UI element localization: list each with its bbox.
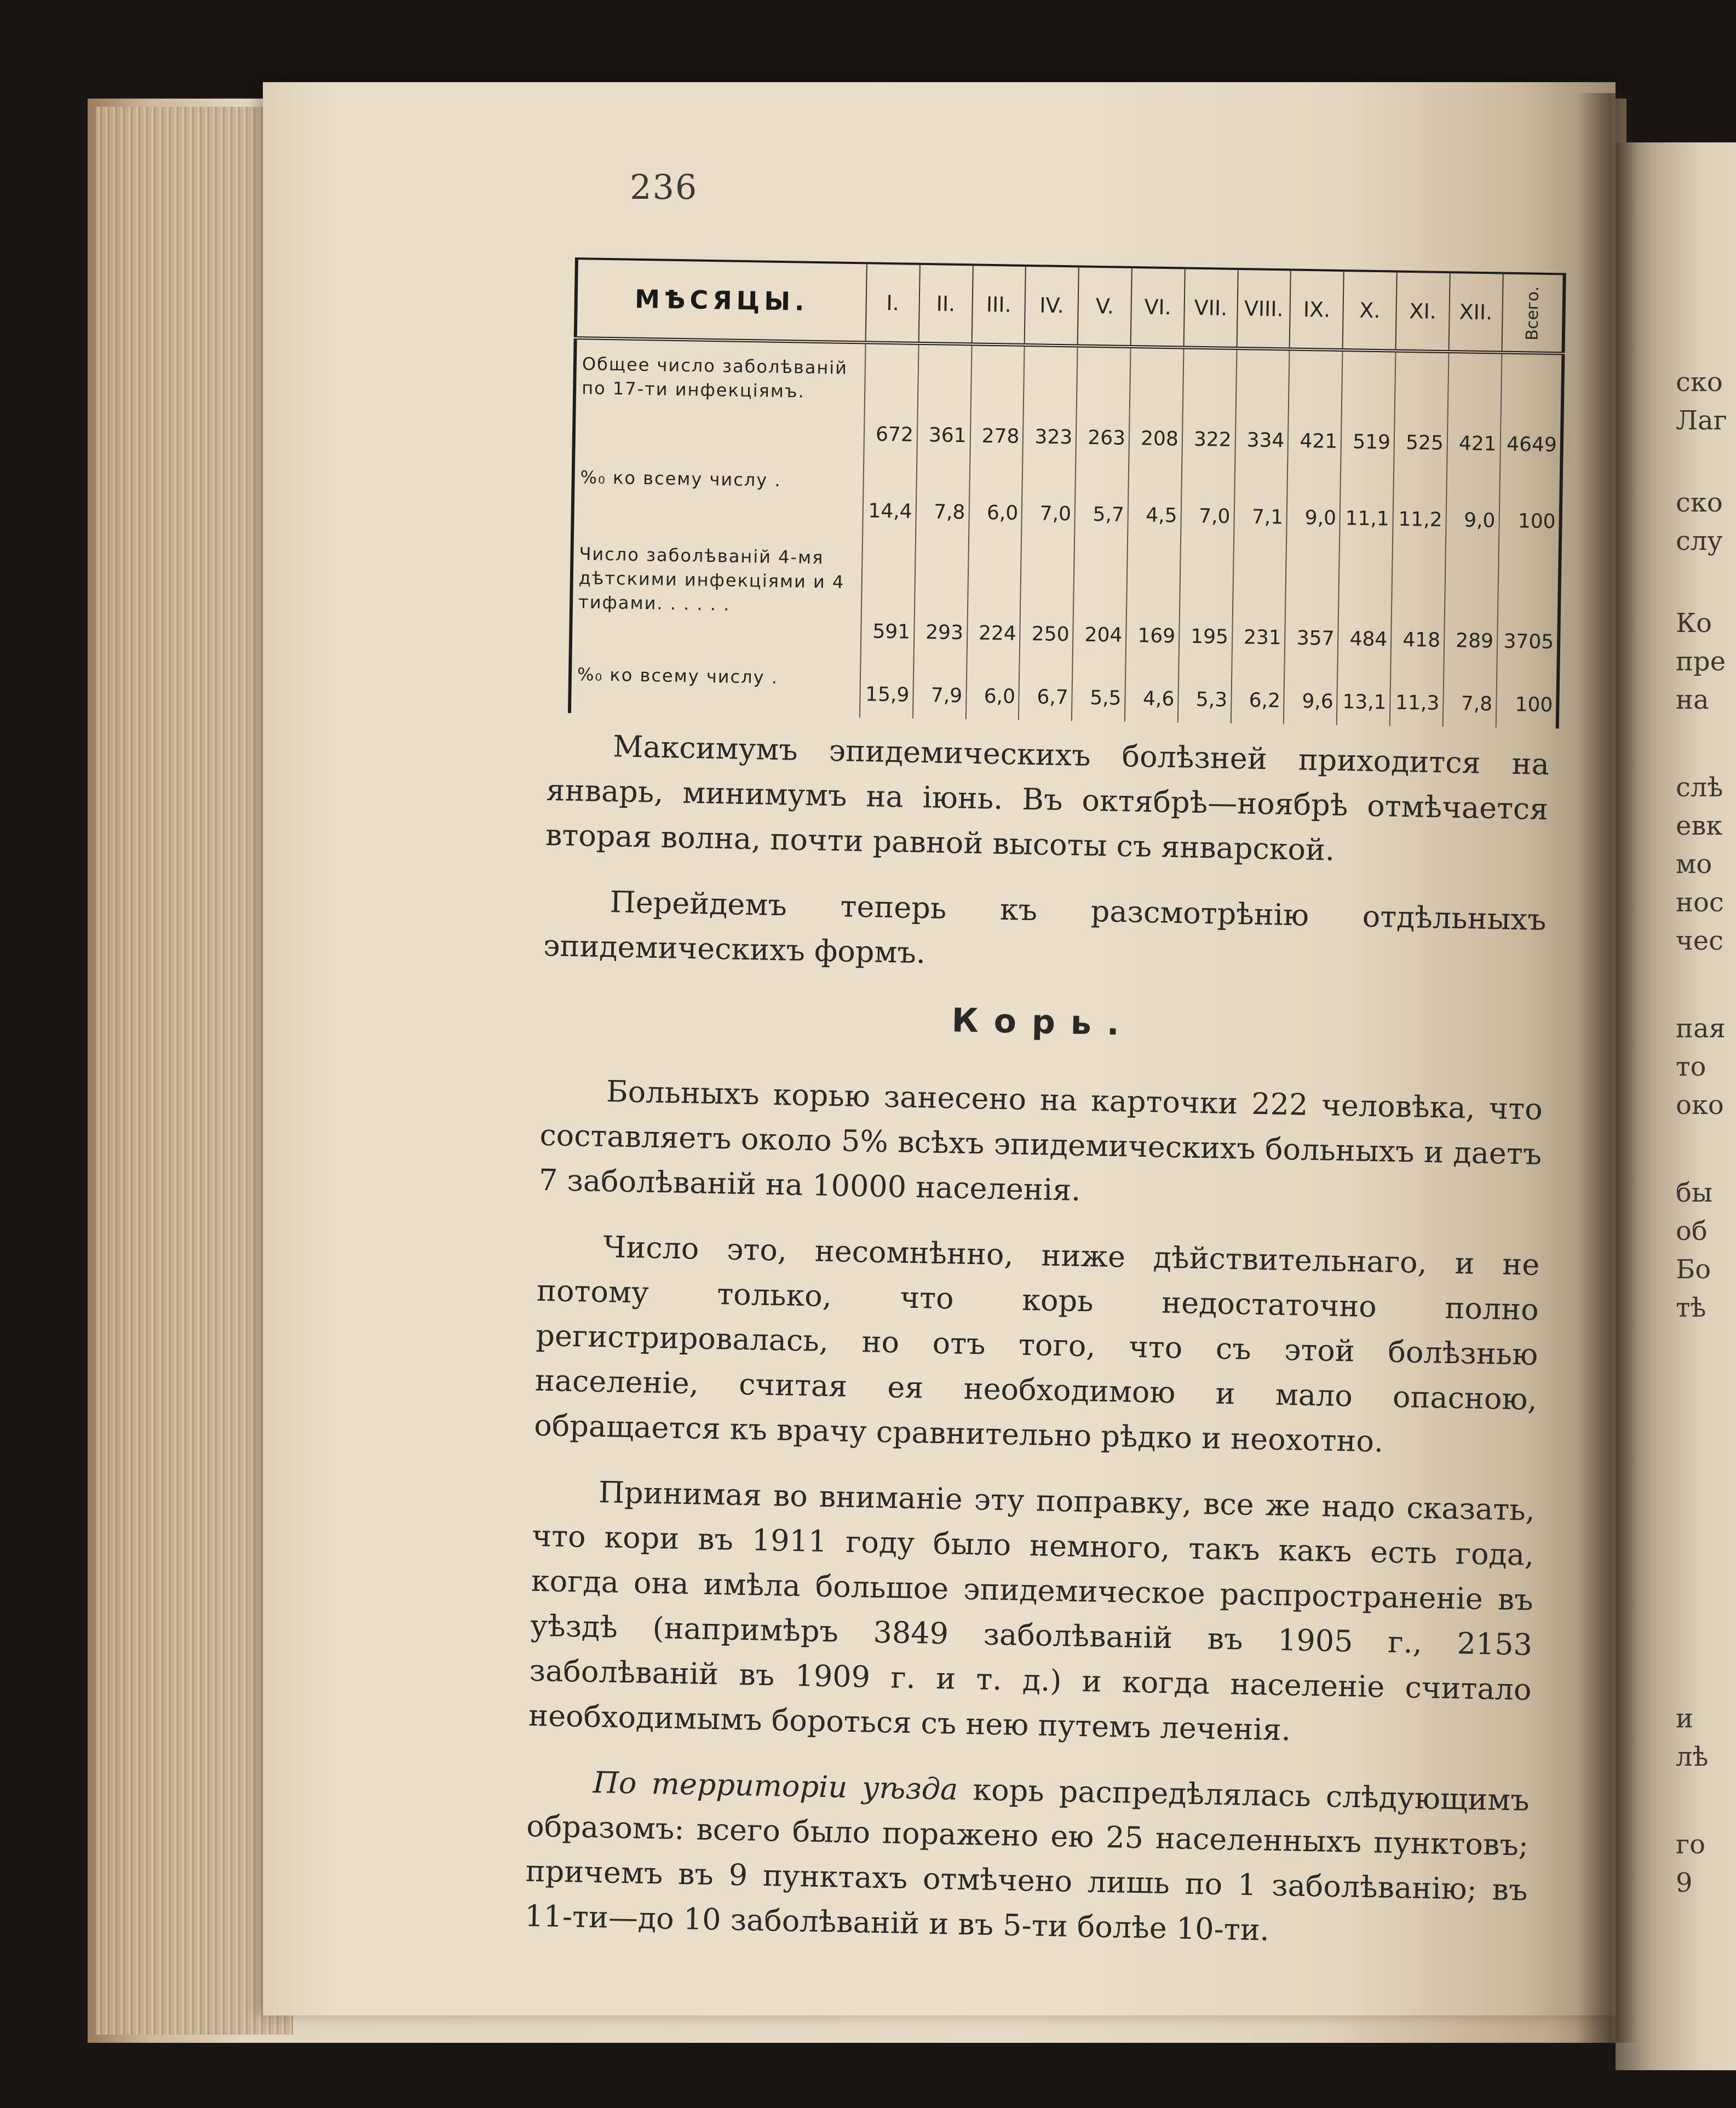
table-cell: 357 [1285,541,1340,662]
table-cell: 13,1 [1337,662,1391,726]
table-header-row [576,259,1565,353]
table-cell: 6,0 [965,656,1020,720]
table-cell: 224 [967,536,1021,657]
facing-fragment: евк [1676,811,1723,841]
total-cell: 4649 [1500,353,1563,469]
table-cell: 9,6 [1284,661,1338,725]
table-cell: 421 [1288,349,1343,465]
facing-fragment: пая [1676,1013,1726,1044]
facing-fragment: нос [1676,887,1724,918]
month-header: IX. [1290,270,1344,351]
table-cell: 418 [1391,543,1446,664]
facing-fragment: Ко [1676,608,1712,639]
table-cell: 289 [1444,543,1498,664]
table-cell: 672 [864,342,918,458]
facing-fragment: то [1676,1052,1706,1082]
table-cell: 323 [1023,345,1078,461]
monthly-table [568,257,1566,717]
table-cell: 7,1 [1234,463,1288,541]
month-header: VII. [1183,268,1238,348]
table-cell: 293 [913,535,968,656]
month-header: VI. [1131,267,1185,348]
table-cell: 195 [1179,539,1233,660]
month-header: XII. [1448,272,1503,353]
facing-fragment: чес [1676,926,1724,956]
month-header: XI. [1396,272,1450,352]
table-cell: 5,3 [1178,659,1232,723]
total-cell: 100 [1496,665,1558,729]
table-cell: 6,2 [1231,660,1285,725]
facing-fragment: ско [1676,487,1723,518]
table-cell: 7,0 [1022,460,1076,538]
table-cell: 14,4 [863,457,917,535]
book-gutter [1577,93,1637,2043]
table-cell: 4,6 [1125,659,1179,723]
table-cell: 11,2 [1393,466,1447,544]
table-row [573,338,1563,468]
table-cell: 7,9 [913,656,967,720]
table-cell: 250 [1020,537,1074,658]
header-months-label: МѢСЯЦЫ. [576,259,867,342]
table-cell: 334 [1235,348,1290,464]
table-cell: 263 [1076,346,1131,461]
table-cell: 15,9 [860,654,914,719]
month-header: V. [1078,266,1132,347]
facing-fragment: Лаг [1676,405,1727,436]
table-cell: 5,5 [1072,658,1126,722]
table-cell: 525 [1394,351,1448,467]
table-cell: 9,0 [1446,467,1500,544]
facing-fragment: лѣ [1676,1742,1709,1772]
table-cell: 204 [1073,537,1128,658]
facing-fragment: слу [1676,526,1723,556]
italic-lead: По территоріи уѣзда [593,1765,958,1807]
total-header [1502,273,1565,354]
paragraph: Число это, несомнѣнно, ниже дѣйствительнаго, и не потому только, что корь недостаточно полно регистрировалась, но отъ того, что съ этой болѣзнью населеніе, считая ея необходимою и мало опасною, обращается къ врачу сравнительно рѣдко и неохотно. [533,1230,1540,1459]
section-heading: Корь. [951,1001,1135,1043]
facing-fragment: ско [1676,367,1723,398]
table-cell: 231 [1232,540,1286,661]
total-cell: 100 [1499,468,1561,545]
body-text [524,723,1550,1979]
paragraph-rest: корь распредѣлялась слѣдующимъ образомъ: всего было поражено ею 25 населенныхъ пунктовъ; причемъ въ 9 пунктахъ отмѣчено лишь по 1 заболѣванію; въ 11-ти—до 10 заболѣваній и въ 5-ти болѣе 10-ти. [524,1772,1530,1948]
paragraph [524,1759,1530,1958]
table-cell: 484 [1338,542,1393,663]
table-cell: 361 [917,343,972,459]
paragraph: Больныхъ корью занесено на карточки 222 человѣка, что составляетъ около 5% всѣхъ эпидемическихъ больныхъ и даетъ 7 заболѣваній на 10000 населенія. [538,1074,1543,1208]
table-cell: 591 [861,534,916,655]
facing-fragment: слѣ [1676,772,1723,803]
facing-fragment: око [1676,1090,1724,1121]
page-number: 236 [630,167,698,207]
row-label: Общее число заболѣваній по 17-ти инфекціямъ. [581,353,848,402]
facing-fragment: на [1676,685,1709,715]
paragraph: Принимая во вниманіе эту поправку, все же надо сказать, что кори въ 1911 году было немного, такъ какъ есть года, когда она имѣла большое эпидемическое распространеніе въ уѣздѣ (напримѣръ 3849 заболѣваній въ 1905 г., 2153 заболѣваній въ 1909 г. и т. д.) и когда населеніе считало необходимымъ бороться съ нею путемъ леченія. [528,1475,1536,1748]
table-cell: 7,0 [1181,462,1235,540]
table-cell: 4,5 [1128,462,1182,539]
table-cell: 11,1 [1340,465,1394,543]
month-header: VIII. [1237,269,1291,349]
table-cell: 7,8 [1443,664,1497,728]
table-cell: 9,0 [1287,464,1341,542]
facing-fragment: бы [1676,1178,1713,1208]
row-label: %₀ ко всему числу . [580,467,781,491]
facing-fragment: Бо [1676,1254,1711,1285]
month-header: I. [866,263,920,343]
table-cell: 421 [1447,352,1502,467]
facing-fragment: и [1676,1703,1693,1734]
paragraph: Перейдемъ теперь къ разсмотрѣнію отдѣльныхъ эпидемическихъ формъ. [543,884,1547,970]
facing-fragment: го [1676,1829,1706,1860]
paragraph: Максимумъ эпидемическихъ болѣзней приходится на январь, минимумъ на іюнь. Въ октябрѣ—ноябрѣ отмѣчается вторая волна, почти равной высоты съ январской. [545,729,1550,868]
table-cell: 278 [970,344,1025,459]
month-header: X. [1343,271,1397,351]
table-cell: 322 [1182,347,1237,463]
facing-fragment: мо [1676,849,1712,880]
total-header-label: Всего. [1522,285,1543,341]
table-cell: 11,3 [1390,663,1444,727]
facing-fragment: 9 [1676,1868,1693,1898]
table-cell: 208 [1129,347,1183,462]
month-header: III. [972,265,1026,345]
table-row [571,530,1560,665]
table-cell: 6,7 [1019,657,1073,721]
epidemic-table [568,257,1566,728]
month-header: II. [918,264,973,344]
table-cell: 6,0 [969,459,1023,537]
table-row [572,453,1561,545]
row-label: Число заболѣваній 4-мя дѣтскими инфекціями и 4 тифами. . . . . . [578,543,845,615]
table-cell: 5,7 [1074,461,1129,538]
row-label: %₀ ко всему числу . [577,664,779,688]
table-cell: 7,8 [916,458,970,536]
month-header: IV. [1025,266,1079,346]
facing-page-text [1676,0,1736,2108]
facing-fragment: об [1676,1216,1708,1247]
table-cell: 519 [1341,350,1396,466]
facing-fragment: тѣ [1676,1293,1706,1323]
total-cell: 3705 [1497,544,1560,666]
facing-fragment: пре [1676,646,1726,677]
table-cell: 169 [1126,538,1181,659]
